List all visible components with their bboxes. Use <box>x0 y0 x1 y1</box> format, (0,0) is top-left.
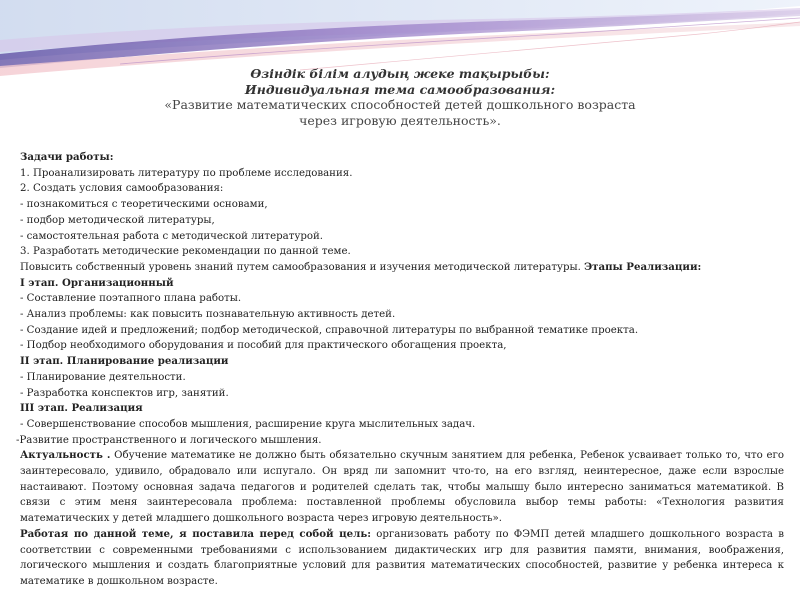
task-item: 1. Проанализировать литературу по проблеме исследования. <box>20 167 353 179</box>
relevance-text: Обучение математике не должно быть обязательно скучным занятием для ребенка, Ребенок усваивает только то, что его заинтересовало, удивило, обрадовало или испугало. Он вряд ли запомнит что-то, на его взгляд, неинтересное, даже если взрослые настаивают. Поэтому основная задача педагогов и родителей сделать так, чтобы малышу было интересно заниматься математикой. В связи с этим меня заинтересовала проблема: поставленной проблемы обусловила выбор темы работы: «Технология развития математических у детей младшего дошкольного возраста через игровую деятельность». <box>20 450 785 525</box>
tasks-summary <box>20 260 784 276</box>
stages-label: Этапы Реализации: <box>584 260 702 273</box>
stage-3-title: III этап. Реализация <box>20 402 143 415</box>
goal-paragraph <box>20 527 784 590</box>
goal-text: организовать работу по ФЭМП детей младшего дошкольного возраста в соответствии с современными требованиями с использованием дидактических игр для развития памяти, внимания, воображения, логического мышления и создать благоприятные условий для развития математических способностей, развитие у ребенка интереса к математике в дошкольном возрасте. <box>20 528 784 587</box>
stage-item: - Разработка конспектов игр, занятий. <box>20 387 229 399</box>
topic-line-1: «Развитие математических способностей детей дошкольного возраста <box>164 97 636 112</box>
stage-item: - Анализ проблемы: как повысить познавательную активность детей. <box>20 309 396 321</box>
stage-item: - Подбор необходимого оборудования и пособий для практического обогащения проекта, <box>20 340 507 352</box>
task-item: - подбор методической литературы, <box>20 214 215 226</box>
relevance-paragraph <box>20 448 784 527</box>
goal-label: Работая по данной теме, я поставила перед собой цель: <box>20 527 371 540</box>
stage-item: -Развитие пространственного и логического мышления. <box>16 434 322 446</box>
stage-item: - Совершенствование способов мышления, расширение круга мыслительных задач. <box>20 418 476 430</box>
stage-2-title: II этап. Планирование реализации <box>20 355 229 368</box>
task-item: - самостоятельная работа с методической литературой. <box>20 230 324 242</box>
relevance-label: Актуальность . <box>20 449 111 462</box>
stage-1-title: I этап. Организационный <box>20 276 174 289</box>
russian-title: Индивидуальная тема самообразования: <box>244 81 556 97</box>
task-item: - познакомиться с теоретическими основами, <box>20 199 268 211</box>
stage-item: - Создание идей и предложений; подбор методической, справочной литературы по выбранной тематике проекта. <box>20 324 639 336</box>
tasks-heading: Задачи работы: <box>20 151 114 163</box>
task-item: 2. Создать условия самообразования: <box>20 183 224 195</box>
stage-item: - Составление поэтапного плана работы. <box>20 293 242 305</box>
topic-line-2: через игровую деятельность». <box>299 112 501 128</box>
title-block <box>130 66 670 128</box>
document-body <box>16 150 785 590</box>
task-item: 3. Разработать методические рекомендации по данной теме. <box>20 246 351 258</box>
stage-item: - Планирование деятельности. <box>20 371 186 383</box>
summary-text: Повысить собственный уровень знаний путем самообразования и изучения методической литературы. <box>20 261 585 273</box>
kazakh-title: Өзіндік білім алудың жеке тақырыбы: <box>250 66 550 81</box>
